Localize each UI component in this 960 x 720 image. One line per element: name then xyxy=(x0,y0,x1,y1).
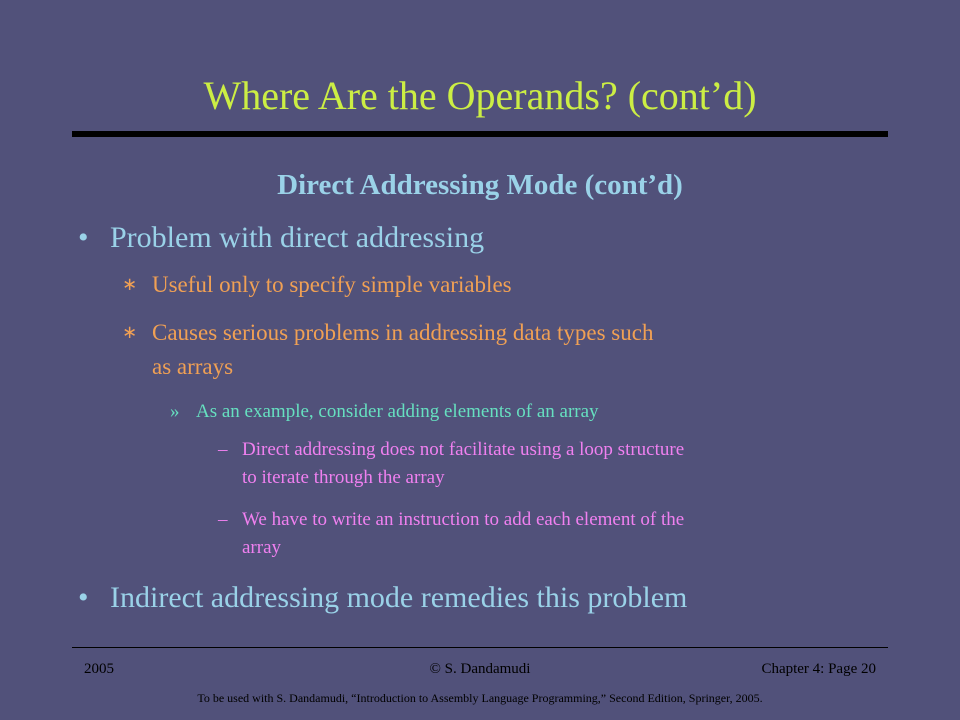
dash-bullet-icon: – xyxy=(218,439,228,460)
subbullet-useful-simple-variables xyxy=(122,268,512,302)
bullet-text-line-2: array xyxy=(242,537,282,558)
bullet-dot-icon: • xyxy=(78,221,89,254)
footer-page-number: Chapter 4: Page 20 xyxy=(761,661,876,677)
bullet-text: Indirect addressing mode remedies this problem xyxy=(110,581,688,614)
slide-subtitle: Direct Addressing Mode (cont’d) xyxy=(277,169,683,201)
bullet-text: Useful only to specify simple variables xyxy=(152,272,512,297)
slide-title: Where Are the Operands? (cont’d) xyxy=(203,73,757,118)
subbullet-causes-serious-problems xyxy=(122,316,654,384)
subsubbullet-example-adding-elements xyxy=(170,398,599,425)
footer-copyright: © S. Dandamudi xyxy=(429,661,531,677)
title-divider xyxy=(72,131,888,137)
bullet-indirect-addressing-remedy xyxy=(78,580,688,616)
chevron-bullet-icon: » xyxy=(170,401,180,422)
dash-bullet-icon: – xyxy=(218,509,228,530)
asterisk-bullet-icon: ∗ xyxy=(122,274,138,295)
bullet-text-line-1: Direct addressing does not facilitate using a loop structure xyxy=(242,439,685,460)
footer-divider xyxy=(72,647,888,648)
bullet-text-line-1: We have to write an instruction to add each element of the xyxy=(242,509,685,530)
bullet-text-line-2: as arrays xyxy=(152,354,234,379)
bullet-problem-direct-addressing xyxy=(78,220,485,256)
bullet-text-line-1: Causes serious problems in addressing data types such xyxy=(152,320,654,345)
bullet-text: As an example, consider adding elements of an array xyxy=(196,401,599,422)
dash-bullet-instruction-each-element xyxy=(218,506,685,562)
asterisk-bullet-icon: ∗ xyxy=(122,322,138,343)
footer-attribution-note: To be used with S. Dandamudi, “Introduction to Assembly Language Programming,” Second Edition, Springer, 2005. xyxy=(197,691,763,705)
footer-year: 2005 xyxy=(84,661,114,677)
bullet-dot-icon: • xyxy=(78,581,89,614)
dash-bullet-loop-structure xyxy=(218,436,685,492)
bullet-text-line-2: to iterate through the array xyxy=(242,467,445,488)
bullet-text: Problem with direct addressing xyxy=(110,221,485,254)
